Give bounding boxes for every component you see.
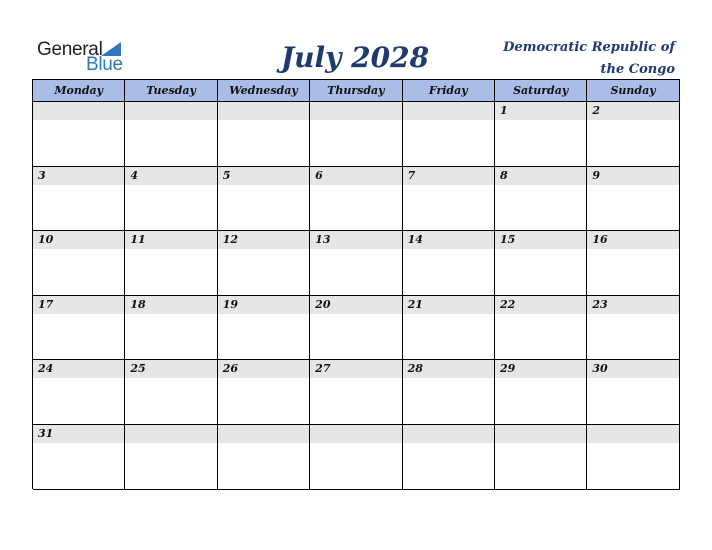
day-cell — [495, 231, 587, 296]
day-number: 24 — [33, 360, 124, 378]
day-number — [218, 425, 309, 443]
day-cell — [587, 360, 679, 425]
calendar-grid — [32, 79, 680, 489]
day-number: 14 — [403, 231, 494, 249]
weekday-wednesday: Wednesday — [218, 80, 310, 102]
day-cell — [403, 360, 495, 425]
day-number: 2 — [587, 102, 678, 120]
day-number — [310, 102, 401, 120]
day-number: 7 — [403, 167, 494, 185]
day-number: 16 — [587, 231, 678, 249]
day-cell — [125, 231, 217, 296]
day-number: 21 — [403, 296, 494, 314]
day-cell — [33, 231, 125, 296]
day-cell — [125, 167, 217, 232]
day-cell — [495, 360, 587, 425]
day-number: 5 — [218, 167, 309, 185]
day-cell — [310, 425, 402, 490]
logo-text-blue: Blue — [86, 54, 123, 75]
week-row — [33, 167, 680, 232]
day-number: 19 — [218, 296, 309, 314]
day-cell — [495, 296, 587, 361]
day-cell — [125, 425, 217, 490]
weekday-tuesday: Tuesday — [125, 80, 217, 102]
country-line-2: the Congo — [600, 62, 675, 77]
day-number — [587, 425, 678, 443]
day-cell — [403, 296, 495, 361]
day-number: 9 — [587, 167, 678, 185]
day-cell — [495, 167, 587, 232]
week-row — [33, 102, 680, 167]
day-number — [218, 102, 309, 120]
day-cell — [495, 425, 587, 490]
day-cell — [310, 167, 402, 232]
day-number: 25 — [125, 360, 216, 378]
day-cell — [310, 360, 402, 425]
day-cell — [33, 167, 125, 232]
day-number: 12 — [218, 231, 309, 249]
day-number: 31 — [33, 425, 124, 443]
page-title: July 2028 — [280, 41, 430, 74]
day-cell — [218, 167, 310, 232]
day-number: 8 — [495, 167, 586, 185]
day-number — [403, 425, 494, 443]
week-row — [33, 231, 680, 296]
day-cell — [310, 231, 402, 296]
weekday-monday: Monday — [33, 80, 125, 102]
day-number: 10 — [33, 231, 124, 249]
day-cell — [33, 296, 125, 361]
day-cell — [587, 167, 679, 232]
day-cell — [403, 231, 495, 296]
day-cell — [587, 296, 679, 361]
day-number: 13 — [310, 231, 401, 249]
day-number: 27 — [310, 360, 401, 378]
day-cell — [495, 102, 587, 167]
day-cell — [403, 102, 495, 167]
day-cell — [587, 425, 679, 490]
country-name — [475, 37, 675, 81]
week-row — [33, 360, 680, 425]
day-number — [33, 102, 124, 120]
day-number: 4 — [125, 167, 216, 185]
day-cell — [218, 102, 310, 167]
day-cell — [218, 296, 310, 361]
day-cell — [125, 296, 217, 361]
day-cell — [310, 296, 402, 361]
day-number: 20 — [310, 296, 401, 314]
day-cell — [33, 360, 125, 425]
day-cell — [403, 425, 495, 490]
country-line-1: Democratic Republic of — [503, 40, 675, 55]
day-cell — [125, 360, 217, 425]
day-number: 18 — [125, 296, 216, 314]
day-cell — [33, 102, 125, 167]
day-cell — [403, 167, 495, 232]
logo-text-general: General — [37, 39, 103, 60]
weekday-header-row — [33, 80, 680, 102]
day-number — [125, 102, 216, 120]
day-cell — [218, 360, 310, 425]
day-number: 26 — [218, 360, 309, 378]
day-cell — [125, 102, 217, 167]
day-number — [125, 425, 216, 443]
day-number: 11 — [125, 231, 216, 249]
day-cell — [310, 102, 402, 167]
day-number: 29 — [495, 360, 586, 378]
day-number: 15 — [495, 231, 586, 249]
day-number: 3 — [33, 167, 124, 185]
day-number: 23 — [587, 296, 678, 314]
day-cell — [218, 425, 310, 490]
day-number: 30 — [587, 360, 678, 378]
day-cell — [218, 231, 310, 296]
weekday-saturday: Saturday — [495, 80, 587, 102]
weekday-friday: Friday — [403, 80, 495, 102]
day-number: 28 — [403, 360, 494, 378]
day-number — [403, 102, 494, 120]
weekday-sunday: Sunday — [587, 80, 679, 102]
day-number — [495, 425, 586, 443]
week-row — [33, 296, 680, 361]
day-cell — [33, 425, 125, 490]
day-number: 1 — [495, 102, 586, 120]
day-cell — [587, 102, 679, 167]
day-cell — [587, 231, 679, 296]
day-number: 17 — [33, 296, 124, 314]
day-number: 22 — [495, 296, 586, 314]
weekday-thursday: Thursday — [310, 80, 402, 102]
generalblue-logo — [37, 40, 137, 76]
day-number: 6 — [310, 167, 401, 185]
day-number — [310, 425, 401, 443]
week-row — [33, 425, 680, 490]
